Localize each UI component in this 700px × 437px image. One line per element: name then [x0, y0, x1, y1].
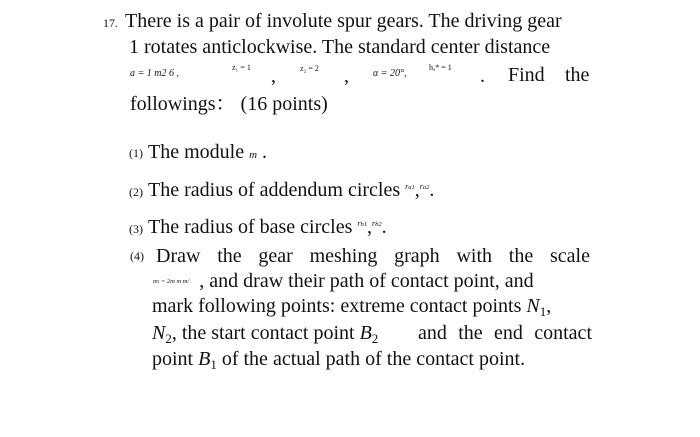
item-3-label: The radius of base circles — [148, 216, 353, 238]
base-radius-subscript-2: b2 — [375, 221, 382, 228]
item-1-number: (1) — [129, 146, 143, 160]
item-4-line-4-end-word-1: the — [458, 322, 483, 344]
item-4-line-1-word-2: gear — [258, 245, 293, 267]
module-symbol: m — [249, 149, 258, 161]
item-4-line-2 — [153, 271, 534, 291]
item-3-text — [148, 217, 387, 237]
item-2-text — [148, 180, 434, 200]
item-2-period: . — [429, 179, 435, 201]
item-3-separator: , — [366, 216, 372, 238]
item-4-comma: , — [546, 295, 552, 317]
base-radius-subscript-1: b1 — [360, 221, 367, 228]
the-word: the — [565, 64, 590, 86]
addendum-radius-subscript-1: a1 — [408, 184, 415, 191]
point-N1-subscript: 1 — [539, 304, 547, 319]
param-comma-2: , — [344, 65, 349, 87]
addendum-radius-subscript-2: a2 — [422, 184, 430, 191]
point-N2-subscript: 2 — [165, 331, 172, 346]
point-N1: N — [526, 295, 540, 317]
param-pressure-angle: α = 20°, — [373, 68, 407, 79]
item-1-label: The module — [148, 141, 245, 163]
addendum-radius-symbol-2: r — [419, 182, 423, 191]
item-4-line-3-text: mark following points: extreme contact points — [152, 295, 522, 317]
param-period: . — [480, 65, 485, 87]
param-center-distance: a = 1 m2 6 , — [130, 68, 179, 79]
problem-line-1: There is a pair of involute spur gears. The driving gear — [125, 10, 562, 32]
point-B2-subscript: 2 — [371, 331, 379, 346]
problem-line-4: followings： (16 points) — [130, 93, 328, 115]
item-4-line-1 — [156, 245, 590, 267]
param-z1: z₁ = 1 — [232, 63, 251, 72]
problem-number: 17. — [103, 16, 118, 30]
item-2-number: (2) — [129, 185, 143, 199]
param-z2: z₂ = 2 — [300, 64, 319, 73]
item-4-line-1-word-5: with — [456, 245, 493, 267]
item-4-line-3 — [152, 295, 552, 319]
drawing-scale: mₗ = 2m m m/ — [153, 278, 190, 285]
item-4-line-1-word-1: the — [217, 245, 242, 267]
item-4-line-4-end-word-3: contact — [534, 322, 592, 344]
item-4-line-1-word-7: scale — [549, 245, 590, 267]
item-2-label: The radius of addendum circles — [148, 179, 401, 201]
base-radius-symbol-1: r — [357, 219, 361, 228]
item-4-line-2-text: , and draw their path of contact point, and — [199, 270, 534, 292]
addendum-radius-symbol-1: r — [405, 182, 409, 191]
item-1-text — [148, 142, 267, 162]
item-4-line-4 — [152, 322, 592, 346]
param-addendum-coefficient: hₐ* = 1 — [429, 63, 452, 72]
point-word: point — [152, 348, 194, 370]
base-radius-symbol-2: r — [371, 219, 376, 228]
item-4-line-1-word-3: meshing — [309, 245, 378, 267]
item-1-period: . — [262, 141, 268, 163]
problem-line-2: 1 rotates anticlockwise. The standard center distance — [129, 36, 551, 58]
item-4-line-4-text: , the start contact point — [171, 322, 355, 344]
point-B1-subscript: 1 — [210, 357, 217, 372]
point-N2: N — [152, 322, 166, 344]
item-4-line-5 — [152, 348, 526, 372]
point-B2: B — [359, 322, 372, 344]
item-2-separator: , — [414, 179, 420, 201]
item-4-line-1-words — [156, 245, 590, 268]
item-4-line-1-word-4: graph — [394, 245, 440, 267]
item-4-line-1-word-0: Draw — [156, 245, 201, 267]
item-4-line-5-text: of the actual path of the contact point. — [221, 348, 526, 370]
item-4-line-4-end-word-2: end — [494, 322, 523, 344]
find-word: Find — [508, 64, 545, 86]
item-4-line-1-word-6: the — [508, 245, 534, 267]
point-B1: B — [198, 348, 211, 370]
item-3-number: (3) — [129, 222, 143, 236]
item-4-number: (4) — [130, 249, 144, 263]
item-3-period: . — [381, 216, 387, 238]
item-4-line-4-end-word-0: and — [418, 322, 447, 344]
item-4-line-4-end — [418, 322, 592, 345]
param-comma-1: , — [271, 65, 276, 87]
